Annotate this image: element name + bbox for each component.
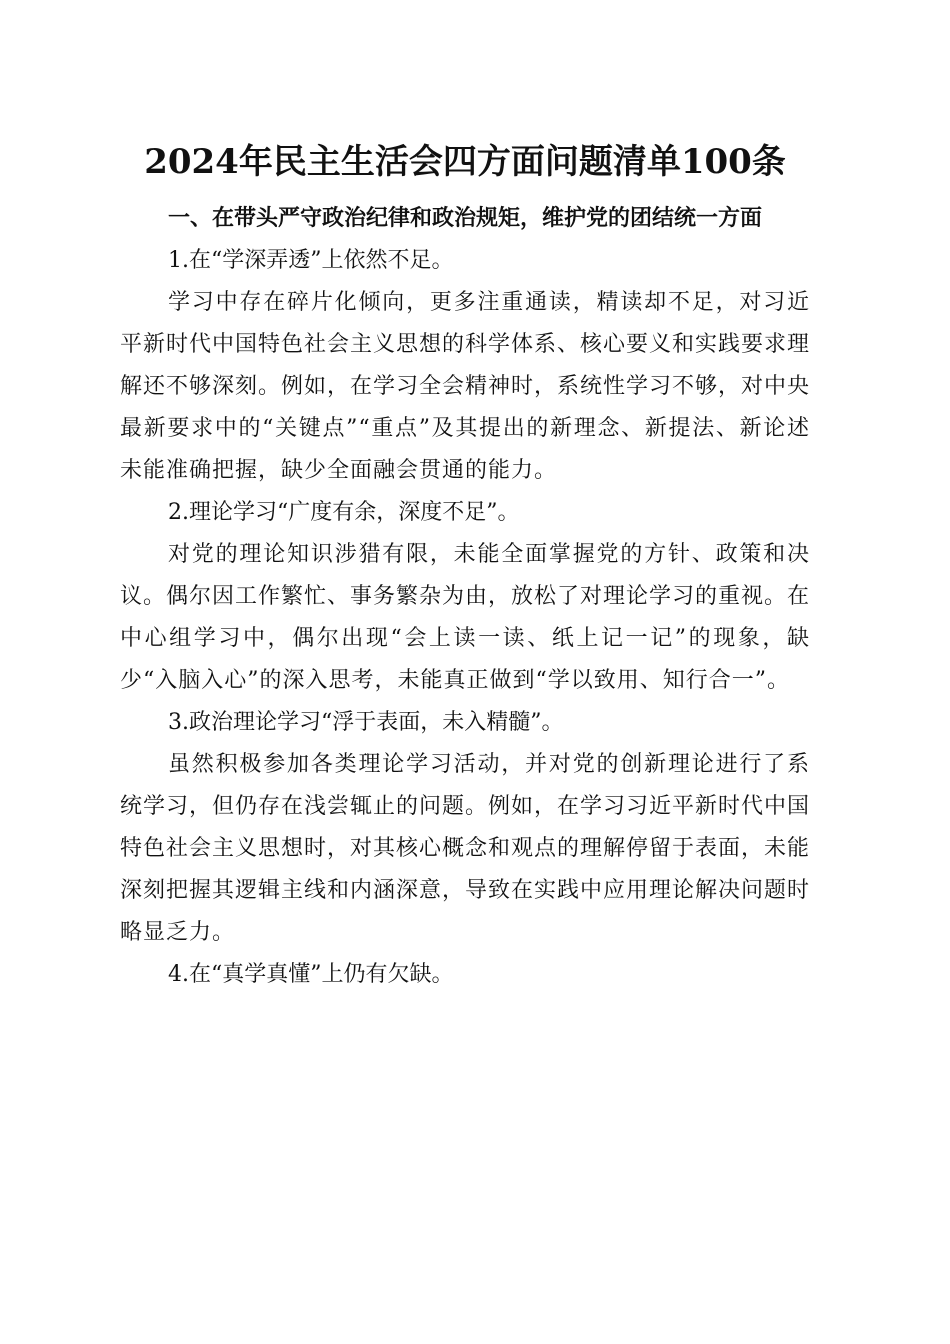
item-4-title: 4.在“真学真懂”上仍有欠缺。: [168, 962, 454, 987]
item-3-title: 3.政治理论学习“浮于表面，未入精髓”。: [168, 710, 564, 735]
item-1-title: 1.在“学深弄透”上依然不足。: [168, 248, 454, 273]
document-page: [120, 138, 810, 996]
item-1-body: 学习中存在碎片化倾向，更多注重通读，精读却不足，对习近平新时代中国特色社会主义思想的科学体系、核心要义和实践要求理解还不够深刻。例如，在学习全会精神时，系统性学习不够，对中央最新要求中的“关键点”“重点”及其提出的新理念、新提法、新论述未能准确把握，缺少全面融会贯通的能力。: [120, 290, 811, 483]
item-2-title: 2.理论学习“广度有余，深度不足”。: [168, 500, 520, 525]
document-title: 2024年民主生活会四方面问题清单100条: [144, 142, 786, 182]
item-2-body: 对党的理论知识涉猎有限，未能全面掌握党的方针、政策和决议。偶尔因工作繁忙、事务繁杂为由，放松了对理论学习的重视。在中心组学习中，偶尔出现“会上读一读、纸上记一记”的现象，缺少“入脑入心”的深入思考，未能真正做到“学以致用、知行合一”。: [120, 542, 811, 693]
section-heading: 一、在带头严守政治纪律和政治规矩，维护党的团结统一方面: [168, 206, 763, 231]
item-3-body: 虽然积极参加各类理论学习活动，并对党的创新理论进行了系统学习，但仍存在浅尝辄止的问题。例如，在学习习近平新时代中国特色社会主义思想时，对其核心概念和观点的理解停留于表面，未能深刻把握其逻辑主线和内涵深意，导致在实践中应用理论解决问题时略显乏力。: [120, 752, 811, 945]
